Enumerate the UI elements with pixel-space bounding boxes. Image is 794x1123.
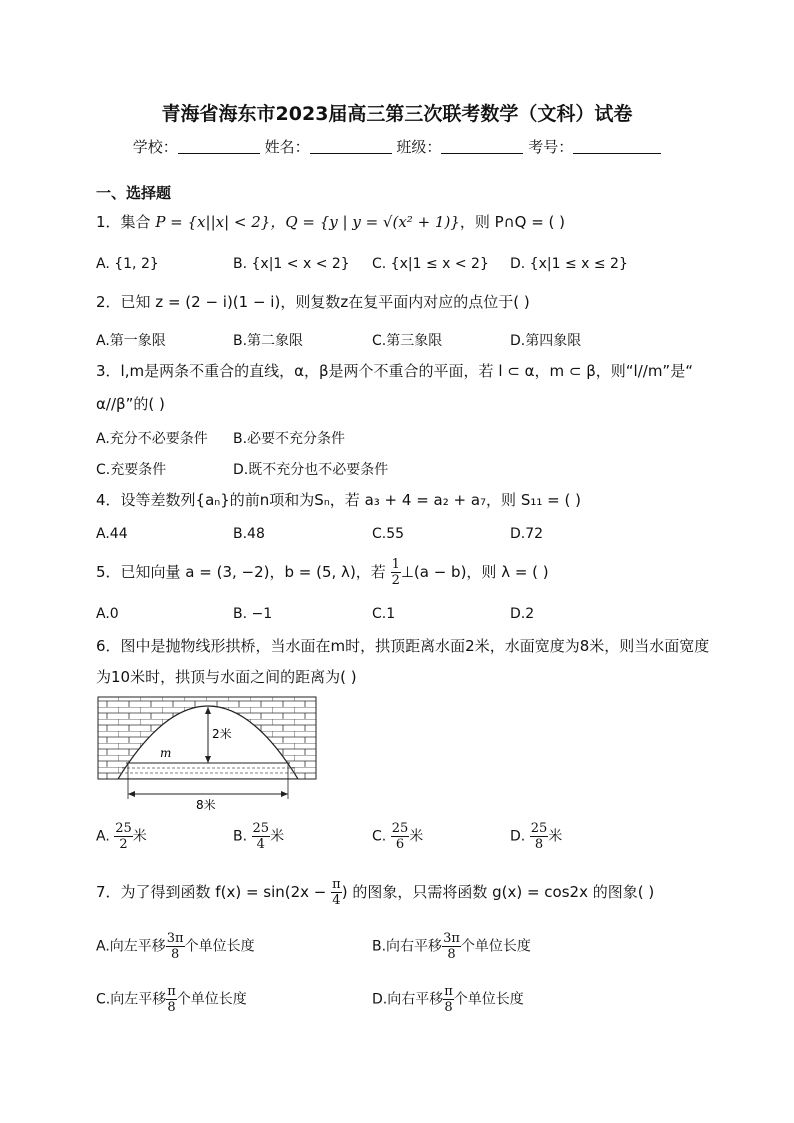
q3-option-b: B.必要不充分条件 bbox=[233, 431, 346, 447]
question-6-line-2: 为10米时，拱顶与水面之间的距离为( ) bbox=[96, 668, 357, 686]
question-5-stem: 5．已知向量 a = (3, −2)，b = (5, λ)，若 $\frac{1}{2}$ ⊥(a − b)，则 λ = ( ) bbox=[96, 557, 549, 588]
q2-option-d: D.第四象限 bbox=[510, 333, 582, 349]
q2-option-a: A.第一象限 bbox=[96, 333, 166, 349]
q1-option-a: A. {1, 2} bbox=[96, 256, 159, 272]
q6-option-b: B. $\frac{25}{4}$ 米 bbox=[233, 821, 285, 852]
class-blank[interactable] bbox=[441, 139, 523, 154]
pi-over-4-fraction: $\frac{\pi}{4}$ bbox=[332, 877, 341, 908]
q5-option-c: C.1 bbox=[372, 606, 396, 622]
question-6-line-1: 6．图中是抛物线形拱桥，当水面在m时，拱顶距离水面2米，水面宽度为8米，则当水面宽度 bbox=[96, 637, 710, 655]
q4-option-a: A.44 bbox=[96, 526, 128, 542]
height-label: 2米 bbox=[212, 727, 232, 741]
question-4-stem: 4．设等差数列{aₙ}的前n项和为Sₙ，若 a₃ + 4 = a₂ + a₇，则 S₁₁ = ( ) bbox=[96, 491, 581, 509]
page-title: 青海省海东市2023届高三第三次联考数学（文科）试卷 bbox=[161, 103, 633, 125]
q5-option-b: B. −1 bbox=[233, 606, 273, 622]
section-title: 一、选择题 bbox=[96, 184, 172, 202]
school-label: 学校： bbox=[132, 138, 178, 156]
q6-option-c: C. $\frac{25}{6}$ 米 bbox=[372, 821, 424, 852]
question-1-stem: 1．集合 P = {x||x| < 2}，Q = {y | y = √(x² + 1)}，则 P∩Q = ( ) bbox=[96, 213, 566, 231]
water-label: m bbox=[160, 746, 172, 760]
exam-no-label: 考号： bbox=[528, 138, 574, 156]
q6-option-a: A. $\frac{25}{2}$ 米 bbox=[96, 821, 147, 852]
q7-option-c: C.向左平移 $\frac{\pi}{8}$ 个单位长度 bbox=[96, 984, 247, 1015]
q1-option-d: D. {x|1 ≤ x ≤ 2} bbox=[510, 256, 628, 272]
school-blank[interactable] bbox=[178, 139, 260, 154]
q7-option-b: B.向右平移 $\frac{3\pi}{8}$ 个单位长度 bbox=[372, 931, 531, 962]
class-label: 班级： bbox=[396, 138, 442, 156]
q7-option-a: A.向左平移 $\frac{3\pi}{8}$ 个单位长度 bbox=[96, 931, 255, 962]
name-blank[interactable] bbox=[310, 139, 392, 154]
student-info-line bbox=[0, 136, 794, 157]
q6-option-d: D. $\frac{25}{8}$ 米 bbox=[510, 821, 563, 852]
q4-option-d: D.72 bbox=[510, 526, 544, 542]
name-label: 姓名： bbox=[264, 138, 310, 156]
q3-option-c: C.充要条件 bbox=[96, 462, 167, 478]
q5-option-a: A.0 bbox=[96, 606, 119, 622]
exam-no-blank[interactable] bbox=[573, 139, 661, 154]
arch-bridge-figure bbox=[96, 695, 318, 813]
q2-option-b: B.第二象限 bbox=[233, 333, 304, 349]
q4-option-c: C.55 bbox=[372, 526, 405, 542]
q7-option-d: D.向右平移 $\frac{\pi}{8}$ 个单位长度 bbox=[372, 984, 524, 1015]
question-2-stem: 2．已知 z = (2 − i)(1 − i)，则复数z在复平面内对应的点位于( ) bbox=[96, 293, 530, 311]
question-3-line-1: 3．l,m是两条不重合的直线，α，β是两个不重合的平面，若 l ⊂ α，m ⊂ β，则“l//m”是“ bbox=[96, 362, 693, 380]
question-3-line-2: α//β”的( ) bbox=[96, 395, 165, 413]
q1-option-b: B. {x|1 < x < 2} bbox=[233, 256, 350, 272]
width-label: 8米 bbox=[196, 798, 216, 812]
q1-option-c: C. {x|1 ≤ x < 2} bbox=[372, 256, 489, 272]
q3-option-a: A.充分不必要条件 bbox=[96, 431, 208, 447]
q4-option-b: B.48 bbox=[233, 526, 265, 542]
q2-option-c: C.第三象限 bbox=[372, 333, 443, 349]
question-7-stem: 7．为了得到函数 f(x) = sin(2x − $\frac{\pi}{4}$ ) 的图象，只需将函数 g(x) = cos2x 的图象( ) bbox=[96, 877, 655, 908]
one-half-fraction: $\frac{1}{2}$ bbox=[391, 557, 400, 588]
q3-option-d: D.既不充分也不必要条件 bbox=[233, 462, 389, 478]
q5-option-d: D.2 bbox=[510, 606, 535, 622]
